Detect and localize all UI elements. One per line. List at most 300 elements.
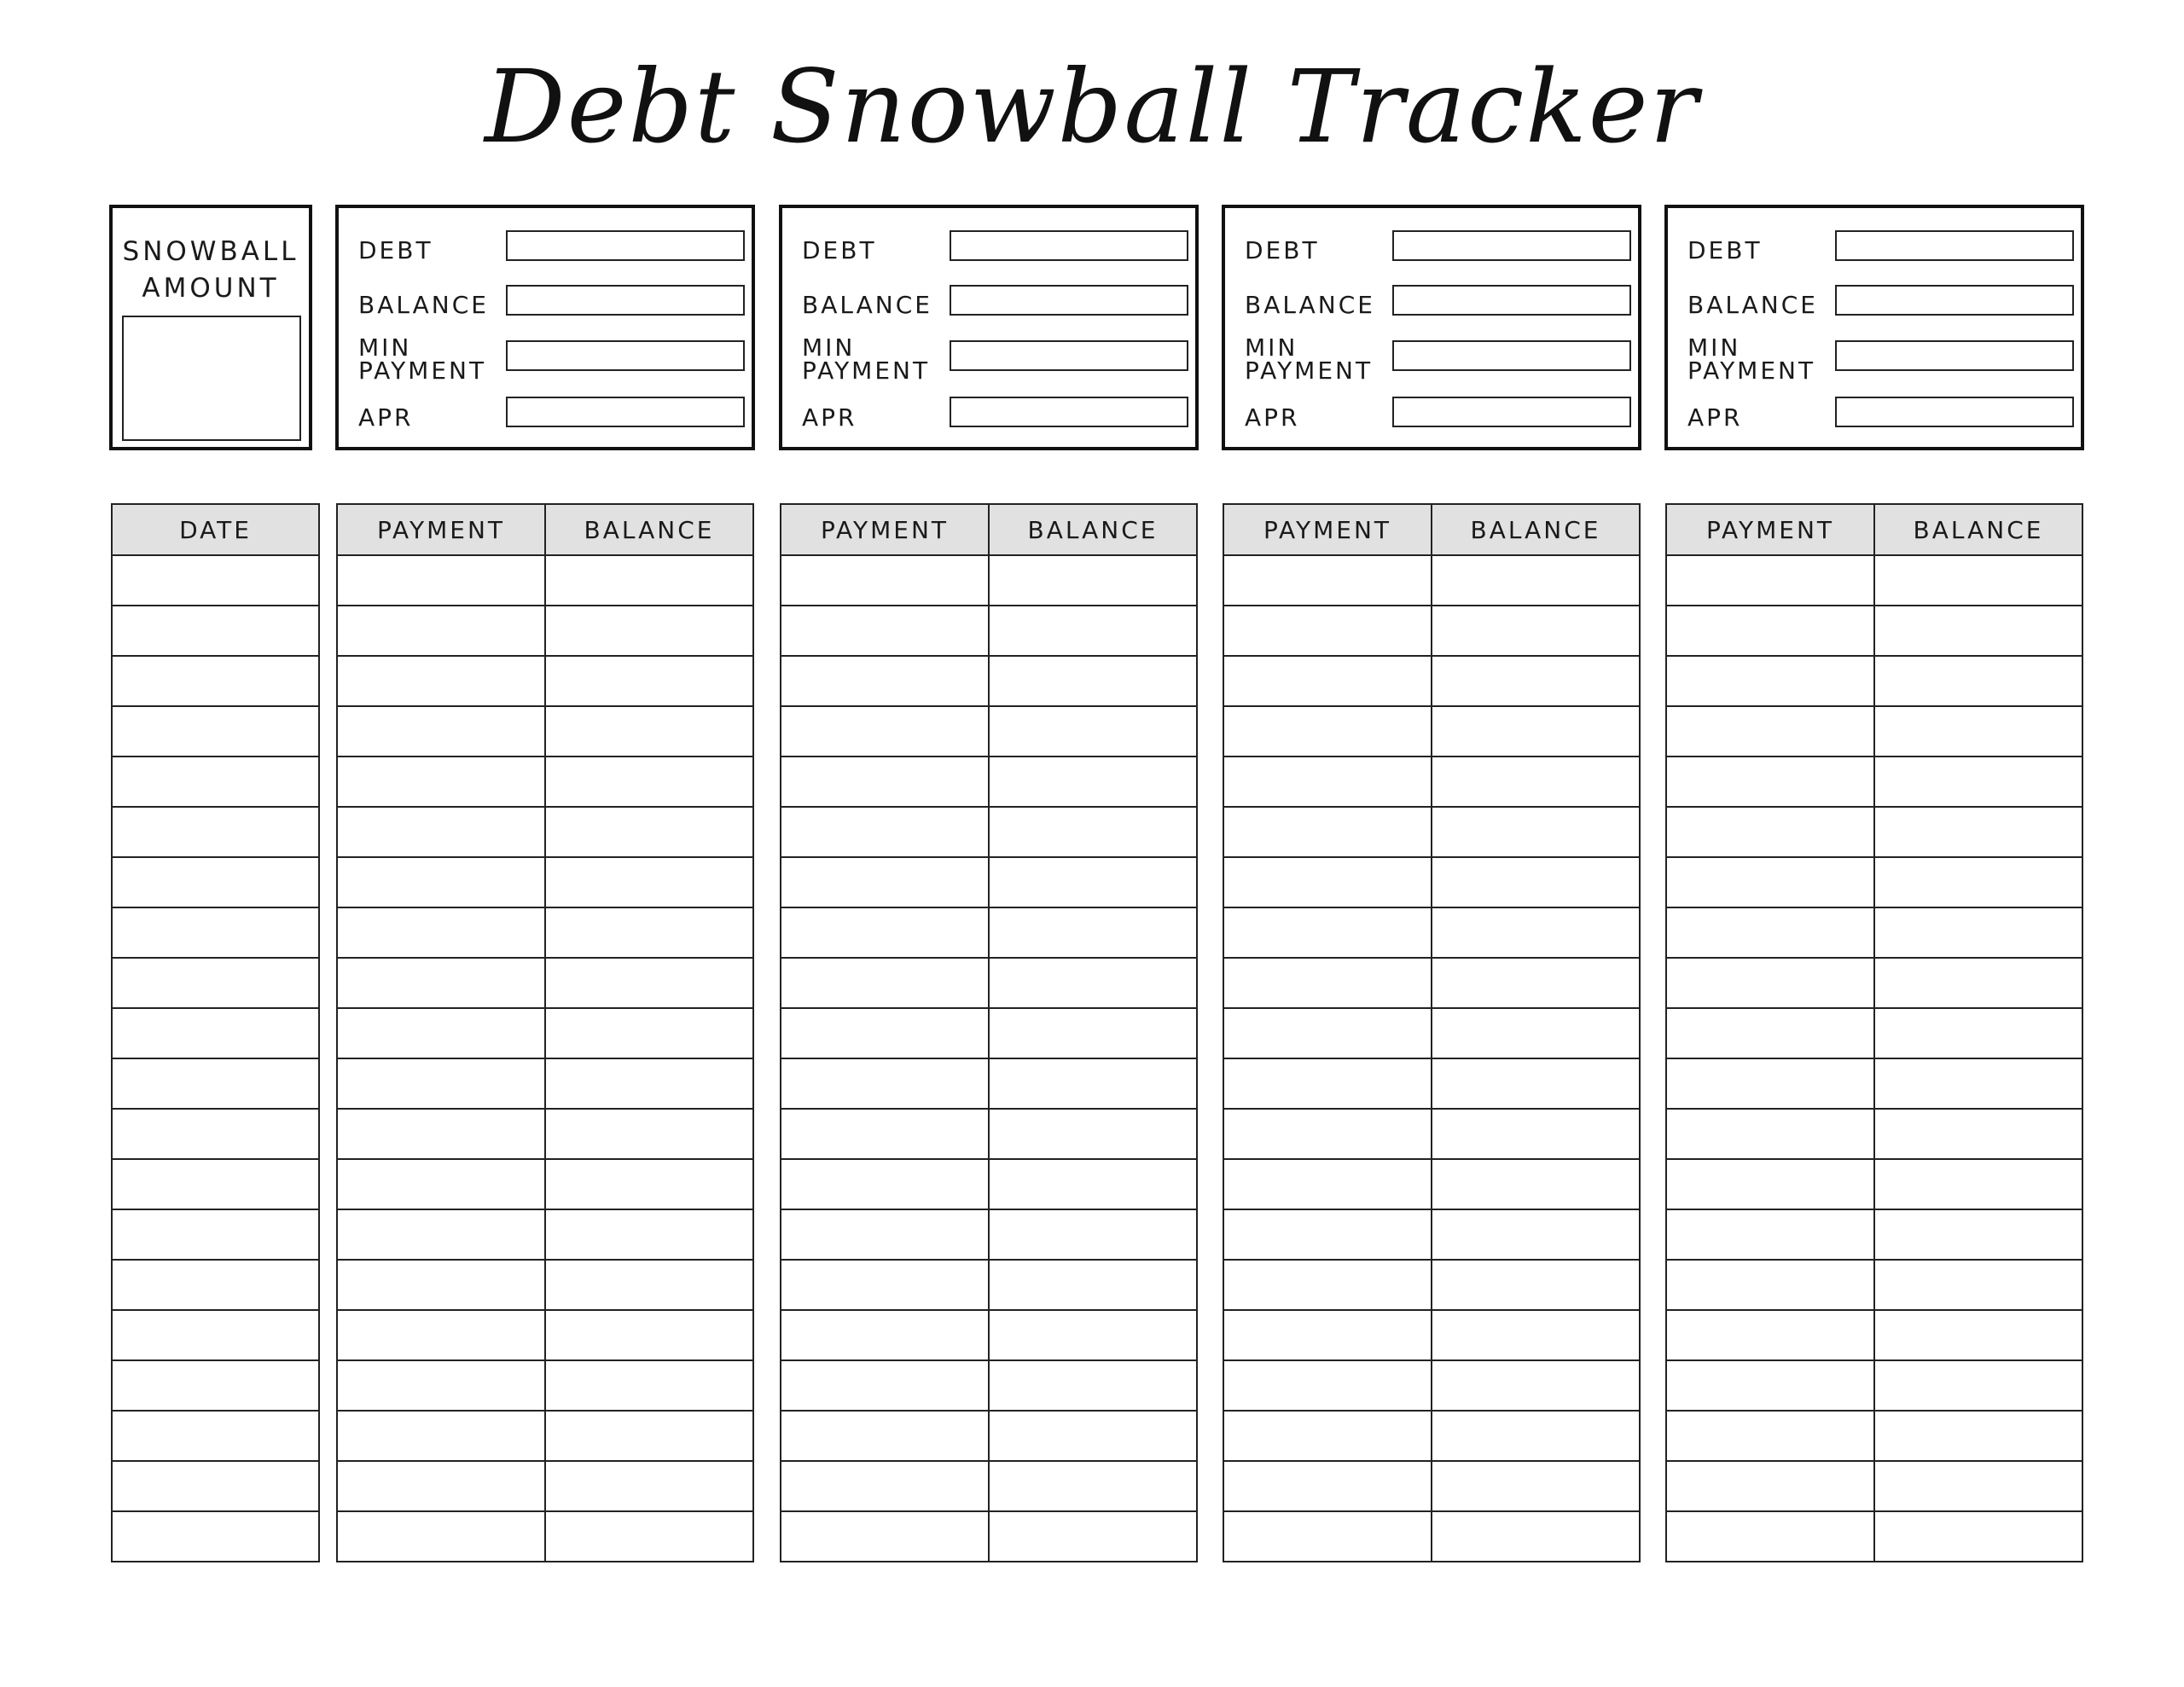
table-row xyxy=(337,706,753,757)
balance-cell[interactable] xyxy=(1874,958,2082,1008)
balance-header: BALANCE xyxy=(545,504,753,555)
balance-cell[interactable] xyxy=(1432,555,1640,606)
table-row xyxy=(1223,606,1640,656)
payment-cell[interactable] xyxy=(337,1511,545,1562)
debt-label: DEBT xyxy=(358,236,433,264)
table-row xyxy=(781,1461,1197,1511)
balance-cell[interactable] xyxy=(1432,1461,1640,1511)
table-row xyxy=(337,1260,753,1310)
balance-cell[interactable] xyxy=(545,1360,753,1411)
table-row xyxy=(1223,1461,1640,1511)
payment-cell[interactable] xyxy=(1223,857,1432,907)
balance-cell[interactable] xyxy=(1874,907,2082,958)
payment-cell[interactable] xyxy=(337,656,545,706)
snowball-amount-field[interactable] xyxy=(122,316,301,441)
balance-cell[interactable] xyxy=(1432,907,1640,958)
balance-cell[interactable] xyxy=(989,1058,1197,1109)
debt-table-3-body xyxy=(1223,555,1640,1562)
min-payment-field[interactable] xyxy=(1392,340,1631,371)
table-row xyxy=(1223,907,1640,958)
balance-cell[interactable] xyxy=(1874,1260,2082,1310)
balance-label: BALANCE xyxy=(1687,291,1818,319)
balance-label: BALANCE xyxy=(1245,291,1375,319)
balance-cell[interactable] xyxy=(989,1209,1197,1260)
date-cell[interactable] xyxy=(112,807,319,857)
payment-cell[interactable] xyxy=(1223,1411,1432,1461)
payment-cell[interactable] xyxy=(337,1008,545,1058)
snowball-label-line2: AMOUNT xyxy=(142,273,280,304)
balance-cell[interactable] xyxy=(989,1411,1197,1461)
payment-cell[interactable] xyxy=(337,1360,545,1411)
date-cell[interactable] xyxy=(112,907,319,958)
table-row xyxy=(1666,807,2082,857)
balance-cell[interactable] xyxy=(1874,706,2082,757)
table-row xyxy=(337,1209,753,1260)
min-payment-label-line2: PAYMENT xyxy=(1687,357,1816,385)
debt-field[interactable] xyxy=(1835,230,2074,261)
payment-cell[interactable] xyxy=(781,1209,989,1260)
balance-cell[interactable] xyxy=(989,958,1197,1008)
table-row xyxy=(112,958,319,1008)
balance-cell[interactable] xyxy=(989,1310,1197,1360)
balance-cell[interactable] xyxy=(1432,757,1640,807)
table-row xyxy=(112,606,319,656)
balance-cell[interactable] xyxy=(1874,1159,2082,1209)
payment-cell[interactable] xyxy=(781,706,989,757)
date-cell[interactable] xyxy=(112,1461,319,1511)
apr-label: APR xyxy=(802,403,857,432)
payment-cell[interactable] xyxy=(1666,1109,1874,1159)
table-row xyxy=(112,1109,319,1159)
balance-cell[interactable] xyxy=(1874,757,2082,807)
payment-cell[interactable] xyxy=(337,1058,545,1109)
date-cell[interactable] xyxy=(112,757,319,807)
date-cell[interactable] xyxy=(112,1310,319,1360)
balance-cell[interactable] xyxy=(1874,1058,2082,1109)
table-row xyxy=(337,1008,753,1058)
balance-cell[interactable] xyxy=(545,1008,753,1058)
min-payment-field[interactable] xyxy=(506,340,745,371)
table-row xyxy=(781,555,1197,606)
payment-cell[interactable] xyxy=(1223,606,1432,656)
payment-cell[interactable] xyxy=(781,1260,989,1310)
table-row xyxy=(337,807,753,857)
date-cell[interactable] xyxy=(112,1008,319,1058)
table-row xyxy=(1666,857,2082,907)
table-row xyxy=(1223,656,1640,706)
debt-card-4 xyxy=(1664,205,2084,450)
balance-cell[interactable] xyxy=(1432,656,1640,706)
table-row xyxy=(1666,606,2082,656)
debt-label: DEBT xyxy=(1687,236,1763,264)
snowball-amount-box xyxy=(109,205,312,450)
balance-cell[interactable] xyxy=(545,1109,753,1159)
min-payment-label-line1: MIN xyxy=(1245,333,1298,362)
payment-cell[interactable] xyxy=(1666,958,1874,1008)
table-row xyxy=(1666,555,2082,606)
table-row xyxy=(1666,1008,2082,1058)
balance-cell[interactable] xyxy=(989,656,1197,706)
table-row xyxy=(1223,1260,1640,1310)
balance-cell[interactable] xyxy=(545,807,753,857)
table-row xyxy=(112,706,319,757)
payment-cell[interactable] xyxy=(1223,807,1432,857)
balance-cell[interactable] xyxy=(989,1511,1197,1562)
balance-cell[interactable] xyxy=(989,706,1197,757)
date-cell[interactable] xyxy=(112,1260,319,1310)
date-cell[interactable] xyxy=(112,1109,319,1159)
payment-cell[interactable] xyxy=(1666,706,1874,757)
balance-cell[interactable] xyxy=(1874,606,2082,656)
payment-cell[interactable] xyxy=(337,606,545,656)
table-row xyxy=(337,757,753,807)
payment-cell[interactable] xyxy=(1223,1109,1432,1159)
debt-table-4 xyxy=(1665,503,2083,1562)
apr-field[interactable] xyxy=(1835,397,2074,427)
table-row xyxy=(1666,1511,2082,1562)
table-row xyxy=(1223,1058,1640,1109)
balance-cell[interactable] xyxy=(989,1008,1197,1058)
table-row xyxy=(112,1209,319,1260)
min-payment-field[interactable] xyxy=(1835,340,2074,371)
payment-cell[interactable] xyxy=(337,1461,545,1511)
table-row xyxy=(337,1411,753,1461)
table-row xyxy=(1666,1109,2082,1159)
payment-cell[interactable] xyxy=(1223,958,1432,1008)
debt-label: DEBT xyxy=(1245,236,1320,264)
payment-cell[interactable] xyxy=(1666,555,1874,606)
balance-cell[interactable] xyxy=(1874,1310,2082,1360)
table-row xyxy=(337,1109,753,1159)
balance-header: BALANCE xyxy=(989,504,1197,555)
payment-cell[interactable] xyxy=(781,606,989,656)
debt-card-3 xyxy=(1222,205,1641,450)
table-row xyxy=(781,706,1197,757)
date-cell[interactable] xyxy=(112,857,319,907)
min-payment-label-line2: PAYMENT xyxy=(358,357,487,385)
payment-cell[interactable] xyxy=(781,1109,989,1159)
debt-field[interactable] xyxy=(950,230,1188,261)
balance-header: BALANCE xyxy=(1874,504,2082,555)
balance-cell[interactable] xyxy=(1874,807,2082,857)
balance-field[interactable] xyxy=(506,285,745,316)
date-cell[interactable] xyxy=(112,1360,319,1411)
debt-card-1 xyxy=(335,205,755,450)
table-row xyxy=(337,1461,753,1511)
table-row xyxy=(1223,807,1640,857)
balance-cell[interactable] xyxy=(1432,1310,1640,1360)
date-cell[interactable] xyxy=(112,1058,319,1109)
table-row xyxy=(1666,706,2082,757)
balance-cell[interactable] xyxy=(545,757,753,807)
balance-cell[interactable] xyxy=(545,857,753,907)
payment-cell[interactable] xyxy=(1223,1511,1432,1562)
balance-cell[interactable] xyxy=(1874,1008,2082,1058)
balance-cell[interactable] xyxy=(1874,857,2082,907)
payment-cell[interactable] xyxy=(1223,656,1432,706)
payment-cell[interactable] xyxy=(1223,907,1432,958)
payment-cell[interactable] xyxy=(1666,606,1874,656)
payment-cell[interactable] xyxy=(1666,656,1874,706)
apr-field[interactable] xyxy=(506,397,745,427)
payment-cell[interactable] xyxy=(781,1511,989,1562)
balance-cell[interactable] xyxy=(1874,1411,2082,1461)
debt-table-4-body xyxy=(1666,555,2082,1562)
balance-cell[interactable] xyxy=(989,555,1197,606)
payment-cell[interactable] xyxy=(337,958,545,1008)
payment-cell[interactable] xyxy=(1223,1209,1432,1260)
table-row xyxy=(1223,1310,1640,1360)
balance-cell[interactable] xyxy=(1432,706,1640,757)
min-payment-label-line1: MIN xyxy=(1687,333,1741,362)
payment-cell[interactable] xyxy=(1666,1058,1874,1109)
payment-cell[interactable] xyxy=(337,1209,545,1260)
balance-cell[interactable] xyxy=(545,1411,753,1461)
min-payment-field[interactable] xyxy=(950,340,1188,371)
table-row xyxy=(1666,1411,2082,1461)
balance-cell[interactable] xyxy=(1874,1511,2082,1562)
payment-cell[interactable] xyxy=(781,807,989,857)
table-row xyxy=(781,857,1197,907)
balance-cell[interactable] xyxy=(989,1260,1197,1310)
balance-cell[interactable] xyxy=(1432,606,1640,656)
balance-cell[interactable] xyxy=(1874,1461,2082,1511)
balance-cell[interactable] xyxy=(545,706,753,757)
balance-cell[interactable] xyxy=(1432,1159,1640,1209)
balance-field[interactable] xyxy=(1835,285,2074,316)
table-row xyxy=(112,807,319,857)
payment-cell[interactable] xyxy=(337,1310,545,1360)
balance-cell[interactable] xyxy=(1432,958,1640,1008)
table-row xyxy=(781,807,1197,857)
table-row xyxy=(112,757,319,807)
payment-cell[interactable] xyxy=(1666,1209,1874,1260)
payment-cell[interactable] xyxy=(781,857,989,907)
balance-cell[interactable] xyxy=(989,857,1197,907)
balance-cell[interactable] xyxy=(989,757,1197,807)
table-row xyxy=(1223,1411,1640,1461)
balance-field[interactable] xyxy=(1392,285,1631,316)
table-row xyxy=(112,1360,319,1411)
balance-cell[interactable] xyxy=(545,1461,753,1511)
balance-cell[interactable] xyxy=(1874,1360,2082,1411)
apr-field[interactable] xyxy=(950,397,1188,427)
payment-cell[interactable] xyxy=(1223,1058,1432,1109)
balance-label: BALANCE xyxy=(358,291,489,319)
table-row xyxy=(1666,1159,2082,1209)
table-row xyxy=(1223,1159,1640,1209)
table-row xyxy=(112,1461,319,1511)
payment-cell[interactable] xyxy=(337,706,545,757)
table-row xyxy=(1666,1209,2082,1260)
balance-cell[interactable] xyxy=(989,1461,1197,1511)
balance-cell[interactable] xyxy=(1432,1008,1640,1058)
debt-card-2 xyxy=(779,205,1199,450)
payment-cell[interactable] xyxy=(1666,1360,1874,1411)
date-cell[interactable] xyxy=(112,1411,319,1461)
table-row xyxy=(781,1511,1197,1562)
table-row xyxy=(1223,555,1640,606)
balance-cell[interactable] xyxy=(545,907,753,958)
balance-cell[interactable] xyxy=(1432,1260,1640,1310)
balance-cell[interactable] xyxy=(545,958,753,1008)
debt-field[interactable] xyxy=(1392,230,1631,261)
balance-cell[interactable] xyxy=(545,1511,753,1562)
balance-cell[interactable] xyxy=(1432,1109,1640,1159)
apr-field[interactable] xyxy=(1392,397,1631,427)
payment-cell[interactable] xyxy=(1223,1159,1432,1209)
date-cell[interactable] xyxy=(112,958,319,1008)
balance-cell[interactable] xyxy=(1874,555,2082,606)
table-row xyxy=(1666,958,2082,1008)
balance-cell[interactable] xyxy=(989,1109,1197,1159)
payment-cell[interactable] xyxy=(1223,1461,1432,1511)
table-row xyxy=(1666,1360,2082,1411)
payment-cell[interactable] xyxy=(1223,555,1432,606)
balance-cell[interactable] xyxy=(545,1159,753,1209)
payment-cell[interactable] xyxy=(781,1310,989,1360)
payment-cell[interactable] xyxy=(337,1411,545,1461)
table-row xyxy=(112,1159,319,1209)
balance-cell[interactable] xyxy=(989,606,1197,656)
date-cell[interactable] xyxy=(112,1511,319,1562)
payment-cell[interactable] xyxy=(781,907,989,958)
balance-cell[interactable] xyxy=(545,656,753,706)
debt-field[interactable] xyxy=(506,230,745,261)
payment-cell[interactable] xyxy=(1666,1008,1874,1058)
table-row xyxy=(781,1209,1197,1260)
payment-cell[interactable] xyxy=(781,1008,989,1058)
table-row xyxy=(337,555,753,606)
table-row xyxy=(337,606,753,656)
balance-cell[interactable] xyxy=(989,907,1197,958)
page-title: Debt Snowball Tracker xyxy=(485,48,1699,165)
table-row xyxy=(1223,1109,1640,1159)
date-cell[interactable] xyxy=(112,606,319,656)
balance-cell[interactable] xyxy=(989,1360,1197,1411)
table-row xyxy=(1666,1461,2082,1511)
payment-cell[interactable] xyxy=(1223,1310,1432,1360)
payment-cell[interactable] xyxy=(1223,1360,1432,1411)
table-row xyxy=(1666,1058,2082,1109)
balance-cell[interactable] xyxy=(1432,807,1640,857)
table-row xyxy=(781,606,1197,656)
table-row xyxy=(781,1411,1197,1461)
payment-cell[interactable] xyxy=(1666,1511,1874,1562)
payment-header: PAYMENT xyxy=(1223,504,1432,555)
balance-cell[interactable] xyxy=(545,555,753,606)
table-row xyxy=(337,1360,753,1411)
payment-cell[interactable] xyxy=(781,1461,989,1511)
payment-cell[interactable] xyxy=(337,857,545,907)
payment-cell[interactable] xyxy=(781,1159,989,1209)
table-row xyxy=(112,1008,319,1058)
table-row xyxy=(112,555,319,606)
balance-cell[interactable] xyxy=(545,1058,753,1109)
date-cell[interactable] xyxy=(112,1209,319,1260)
balance-cell[interactable] xyxy=(1874,1109,2082,1159)
balance-cell[interactable] xyxy=(1874,1209,2082,1260)
min-payment-label-line1: MIN xyxy=(802,333,856,362)
payment-cell[interactable] xyxy=(337,1260,545,1310)
balance-cell[interactable] xyxy=(1432,1209,1640,1260)
table-row xyxy=(1223,1209,1640,1260)
table-row xyxy=(1666,1310,2082,1360)
table-row xyxy=(112,656,319,706)
date-cell[interactable] xyxy=(112,1159,319,1209)
table-row xyxy=(337,857,753,907)
payment-cell[interactable] xyxy=(1223,1260,1432,1310)
payment-cell[interactable] xyxy=(781,1411,989,1461)
balance-cell[interactable] xyxy=(545,1209,753,1260)
payment-cell[interactable] xyxy=(1666,1310,1874,1360)
payment-cell[interactable] xyxy=(781,656,989,706)
balance-cell[interactable] xyxy=(545,1310,753,1360)
payment-cell[interactable] xyxy=(1223,1008,1432,1058)
date-cell[interactable] xyxy=(112,706,319,757)
balance-cell[interactable] xyxy=(545,606,753,656)
table-row xyxy=(337,1058,753,1109)
payment-cell[interactable] xyxy=(1666,1159,1874,1209)
apr-label: APR xyxy=(1245,403,1300,432)
payment-cell[interactable] xyxy=(781,1058,989,1109)
payment-cell[interactable] xyxy=(1666,1461,1874,1511)
balance-cell[interactable] xyxy=(545,1260,753,1310)
table-row xyxy=(1666,757,2082,807)
payment-cell[interactable] xyxy=(1223,706,1432,757)
payment-cell[interactable] xyxy=(1223,757,1432,807)
payment-cell[interactable] xyxy=(337,555,545,606)
debt-table-3 xyxy=(1223,503,1641,1562)
payment-cell[interactable] xyxy=(337,757,545,807)
balance-cell[interactable] xyxy=(989,1159,1197,1209)
payment-cell[interactable] xyxy=(337,1159,545,1209)
balance-cell[interactable] xyxy=(1432,1058,1640,1109)
balance-cell[interactable] xyxy=(1432,1360,1640,1411)
min-payment-label-line2: PAYMENT xyxy=(1245,357,1374,385)
payment-cell[interactable] xyxy=(1666,907,1874,958)
balance-cell[interactable] xyxy=(1432,857,1640,907)
payment-cell[interactable] xyxy=(781,958,989,1008)
payment-cell[interactable] xyxy=(1666,857,1874,907)
payment-cell[interactable] xyxy=(1666,1260,1874,1310)
snowball-label-line1: SNOWBALL xyxy=(122,236,299,267)
table-row xyxy=(337,958,753,1008)
payment-cell[interactable] xyxy=(1666,807,1874,857)
payment-cell[interactable] xyxy=(1666,1411,1874,1461)
payment-cell[interactable] xyxy=(781,757,989,807)
table-row xyxy=(1223,757,1640,807)
payment-cell[interactable] xyxy=(337,807,545,857)
balance-cell[interactable] xyxy=(1874,656,2082,706)
payment-cell[interactable] xyxy=(337,1109,545,1159)
balance-cell[interactable] xyxy=(989,807,1197,857)
payment-cell[interactable] xyxy=(781,1360,989,1411)
table-row xyxy=(112,1511,319,1562)
balance-cell[interactable] xyxy=(1432,1411,1640,1461)
table-row xyxy=(337,656,753,706)
balance-cell[interactable] xyxy=(1432,1511,1640,1562)
table-row xyxy=(781,1058,1197,1109)
table-row xyxy=(781,1310,1197,1360)
date-cell[interactable] xyxy=(112,656,319,706)
date-cell[interactable] xyxy=(112,555,319,606)
payment-cell[interactable] xyxy=(781,555,989,606)
table-row xyxy=(337,1159,753,1209)
payment-cell[interactable] xyxy=(1666,757,1874,807)
payment-cell[interactable] xyxy=(337,907,545,958)
balance-field[interactable] xyxy=(950,285,1188,316)
